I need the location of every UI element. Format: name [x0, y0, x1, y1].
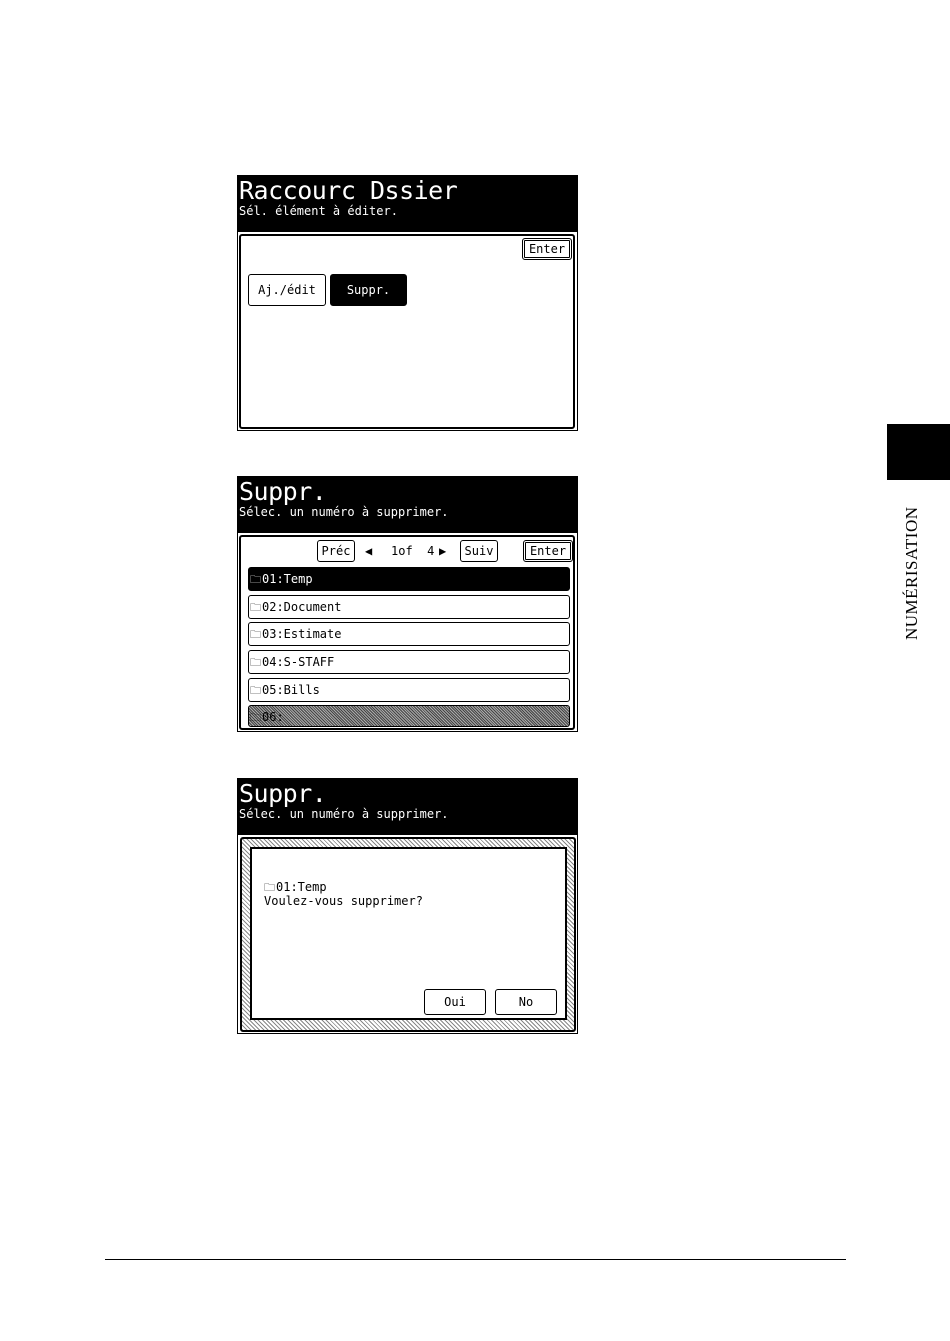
list-item-label: 01:Temp: [262, 572, 313, 586]
screen-title: Suppr.: [239, 477, 327, 506]
yes-button[interactable]: Oui: [424, 989, 486, 1015]
screen-header: [238, 779, 577, 835]
left-triangle-icon[interactable]: ◀: [365, 544, 373, 558]
screen-delete-list: [237, 476, 578, 732]
chapter-label: NUMÉRISATION: [902, 506, 921, 640]
screen-header: [238, 176, 577, 232]
folder-icon: 🗀: [250, 711, 261, 724]
page-indicator: 1of 4: [391, 544, 435, 558]
content-panel: [239, 234, 575, 429]
list-item-label: 06:: [262, 710, 284, 724]
list-item-label: 03:Estimate: [262, 627, 342, 641]
next-page-button[interactable]: Suiv: [460, 540, 498, 562]
dialog-question: Voulez-vous supprimer?: [264, 894, 423, 908]
right-triangle-icon[interactable]: ▶: [439, 544, 447, 558]
footer-rule: [105, 1259, 846, 1260]
screen-subtitle: Sél. élément à éditer.: [239, 204, 398, 218]
prev-page-button[interactable]: Préc: [317, 540, 355, 562]
screen-title: Raccourc Dssier: [239, 176, 458, 205]
screen-delete-confirm: [237, 778, 578, 1034]
list-item[interactable]: [248, 595, 570, 619]
list-item[interactable]: [248, 705, 570, 727]
enter-button[interactable]: Enter: [523, 540, 573, 562]
screen-folder-shortcut: [237, 175, 578, 431]
list-item[interactable]: [248, 650, 570, 674]
add-edit-button[interactable]: Aj./édit: [248, 274, 326, 306]
list-item[interactable]: [248, 622, 570, 646]
list-item[interactable]: [248, 567, 570, 591]
screen-header: [238, 477, 577, 533]
folder-icon: 🗀: [250, 656, 261, 669]
folder-icon: 🗀: [250, 601, 261, 614]
content-panel: [239, 535, 575, 730]
enter-button[interactable]: Enter: [522, 238, 572, 260]
folder-icon: 🗀: [250, 628, 261, 641]
dialog-item-label: 01:Temp: [276, 880, 327, 894]
chapter-tab: [887, 424, 950, 480]
list-item-label: 04:S-STAFF: [262, 655, 335, 669]
no-button[interactable]: No: [495, 989, 557, 1015]
confirm-dialog: [250, 847, 567, 1020]
folder-icon: 🗀: [250, 573, 261, 586]
folder-icon: 🗀: [264, 881, 275, 894]
list-item[interactable]: [248, 678, 570, 702]
delete-button[interactable]: Suppr.: [330, 274, 407, 306]
screen-subtitle: Sélec. un numéro à supprimer.: [239, 505, 449, 519]
list-item-label: 02:Document: [262, 600, 342, 614]
screen-subtitle: Sélec. un numéro à supprimer.: [239, 807, 449, 821]
screen-title: Suppr.: [239, 779, 327, 808]
folder-icon: 🗀: [250, 684, 261, 697]
list-item-label: 05:Bills: [262, 683, 320, 697]
